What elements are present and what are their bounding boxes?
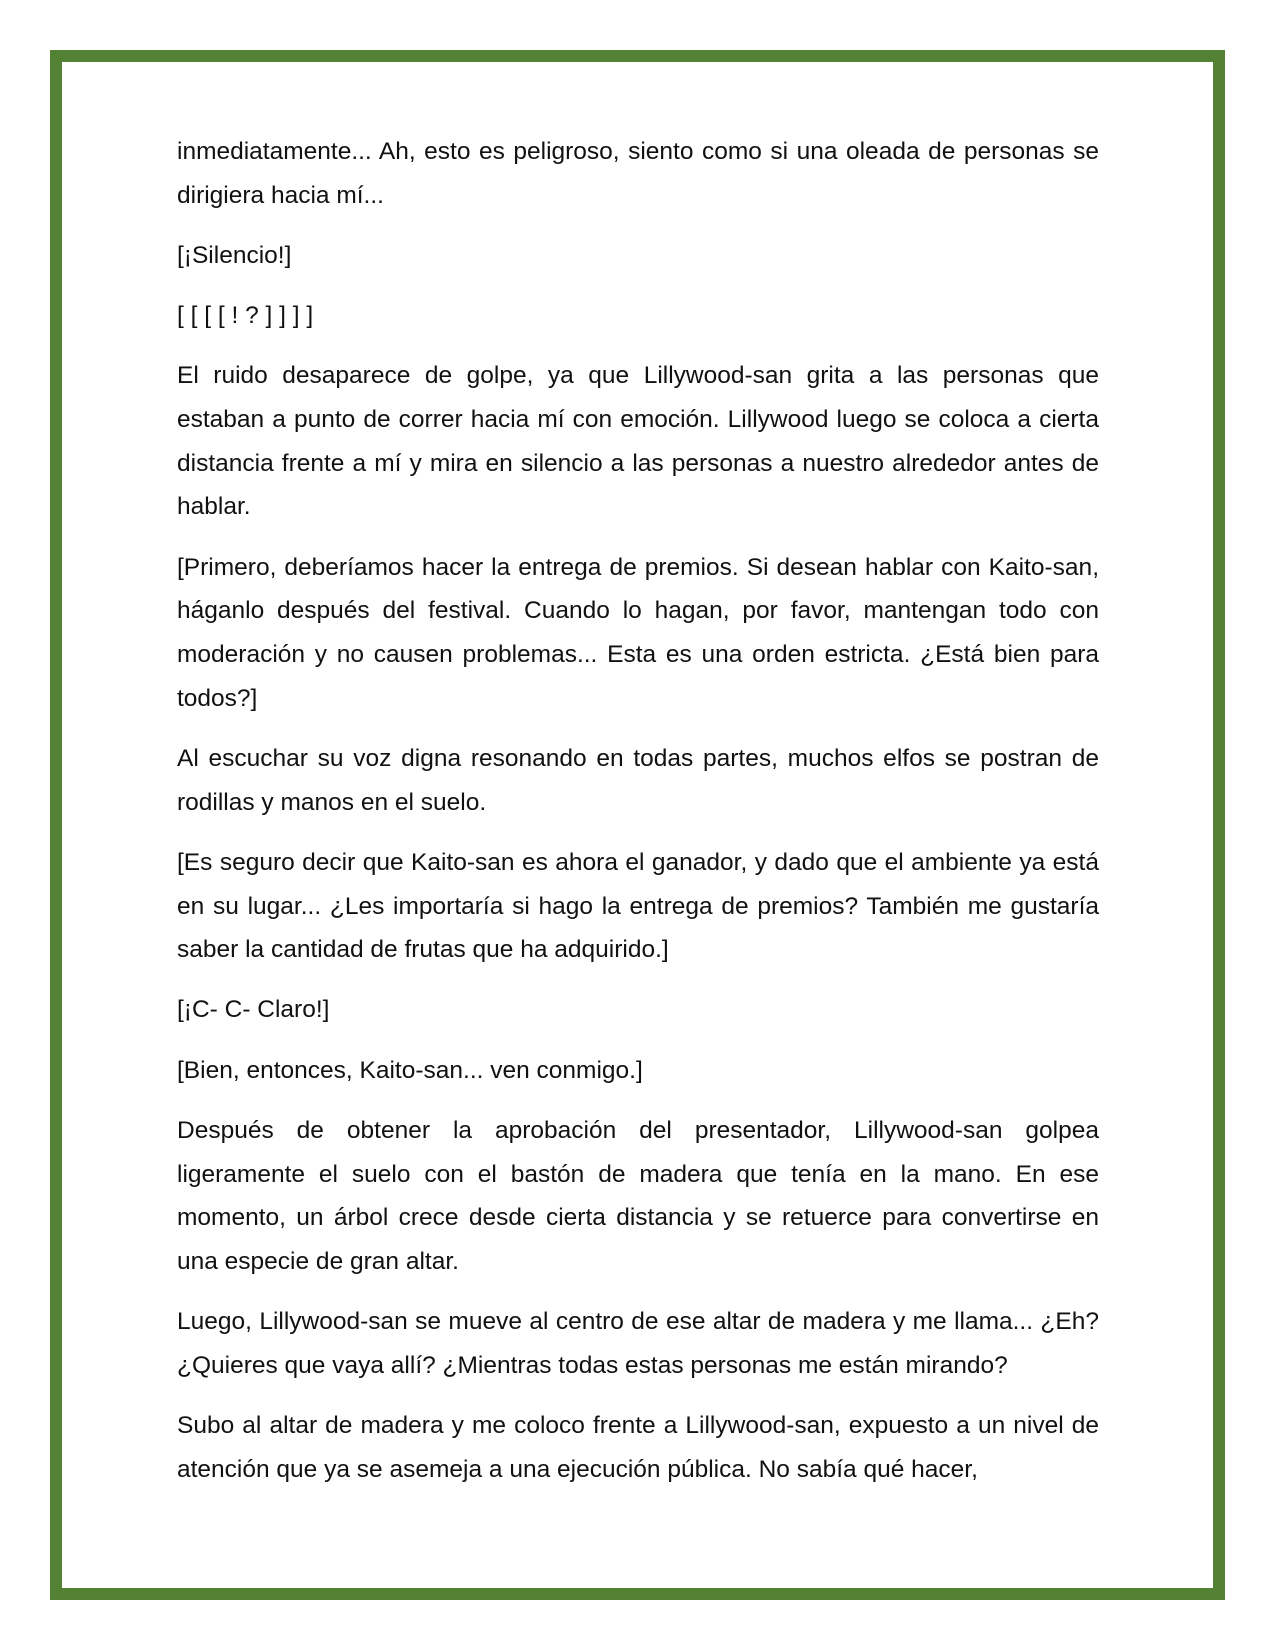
dialogue-claro: [¡C- C- Claro!] bbox=[177, 996, 330, 1024]
dialogue-ganador: [Es seguro decir que Kaito-san es ahora el ganador, y dado que el ambiente ya está en su lugar... ¿Les importaría si hago la entrega de premios? También me gustaría saber la cantidad de frutas que ha adquirido.] bbox=[177, 848, 1099, 964]
page-text-body bbox=[177, 130, 1099, 1491]
dialogue-entrega-premios: [Primero, deberíamos hacer la entrega de premios. Si desean hablar con Kaito-san, háganlo después del festival. Cuando lo hagan, por favor, mantengan todo con moderación y no causen problemas... Esta es una orden estricta. ¿Está bien para todos?] bbox=[177, 553, 1099, 712]
dialogue-ven-conmigo: [Bien, entonces, Kaito-san... ven conmigo.] bbox=[177, 1056, 643, 1084]
dialogue-exclamation: [ [ [ [ ! ? ] ] ] ] bbox=[177, 302, 314, 330]
paragraph-11: Luego, Lillywood-san se mueve al centro de ese altar de madera y me llama... ¿Eh? ¿Quieres que vaya allí? ¿Mientras todas estas personas me están mirando? bbox=[177, 1308, 1099, 1379]
page-border-frame bbox=[50, 50, 1225, 1600]
paragraph-12: Subo al altar de madera y me coloco frente a Lillywood-san, expuesto a un nivel de atención que ya se asemeja a una ejecución pública. No sabía qué hacer, bbox=[177, 1412, 1099, 1483]
paragraph-6: Al escuchar su voz digna resonando en todas partes, muchos elfos se postran de rodillas y manos en el suelo. bbox=[177, 744, 1099, 816]
paragraph-10: Después de obtener la aprobación del presentador, Lillywood-san golpea ligeramente el suelo con el bastón de madera que tenía en la mano. En ese momento, un árbol crece desde cierta distancia y se retuerce para convertirse en una especie de gran altar. bbox=[177, 1116, 1099, 1275]
paragraph-4: El ruido desaparece de golpe, ya que Lillywood-san grita a las personas que estaban a punto de correr hacia mí con emoción. Lillywood luego se coloca a cierta distancia frente a mí y mira en silencio a las personas a nuestro alrededor antes de hablar. bbox=[177, 362, 1099, 521]
paragraph-1: inmediatamente... Ah, esto es peligroso, siento como si una oleada de personas se dirigiera hacia mí... bbox=[177, 138, 1099, 209]
dialogue-silencio: [¡Silencio!] bbox=[177, 241, 292, 269]
